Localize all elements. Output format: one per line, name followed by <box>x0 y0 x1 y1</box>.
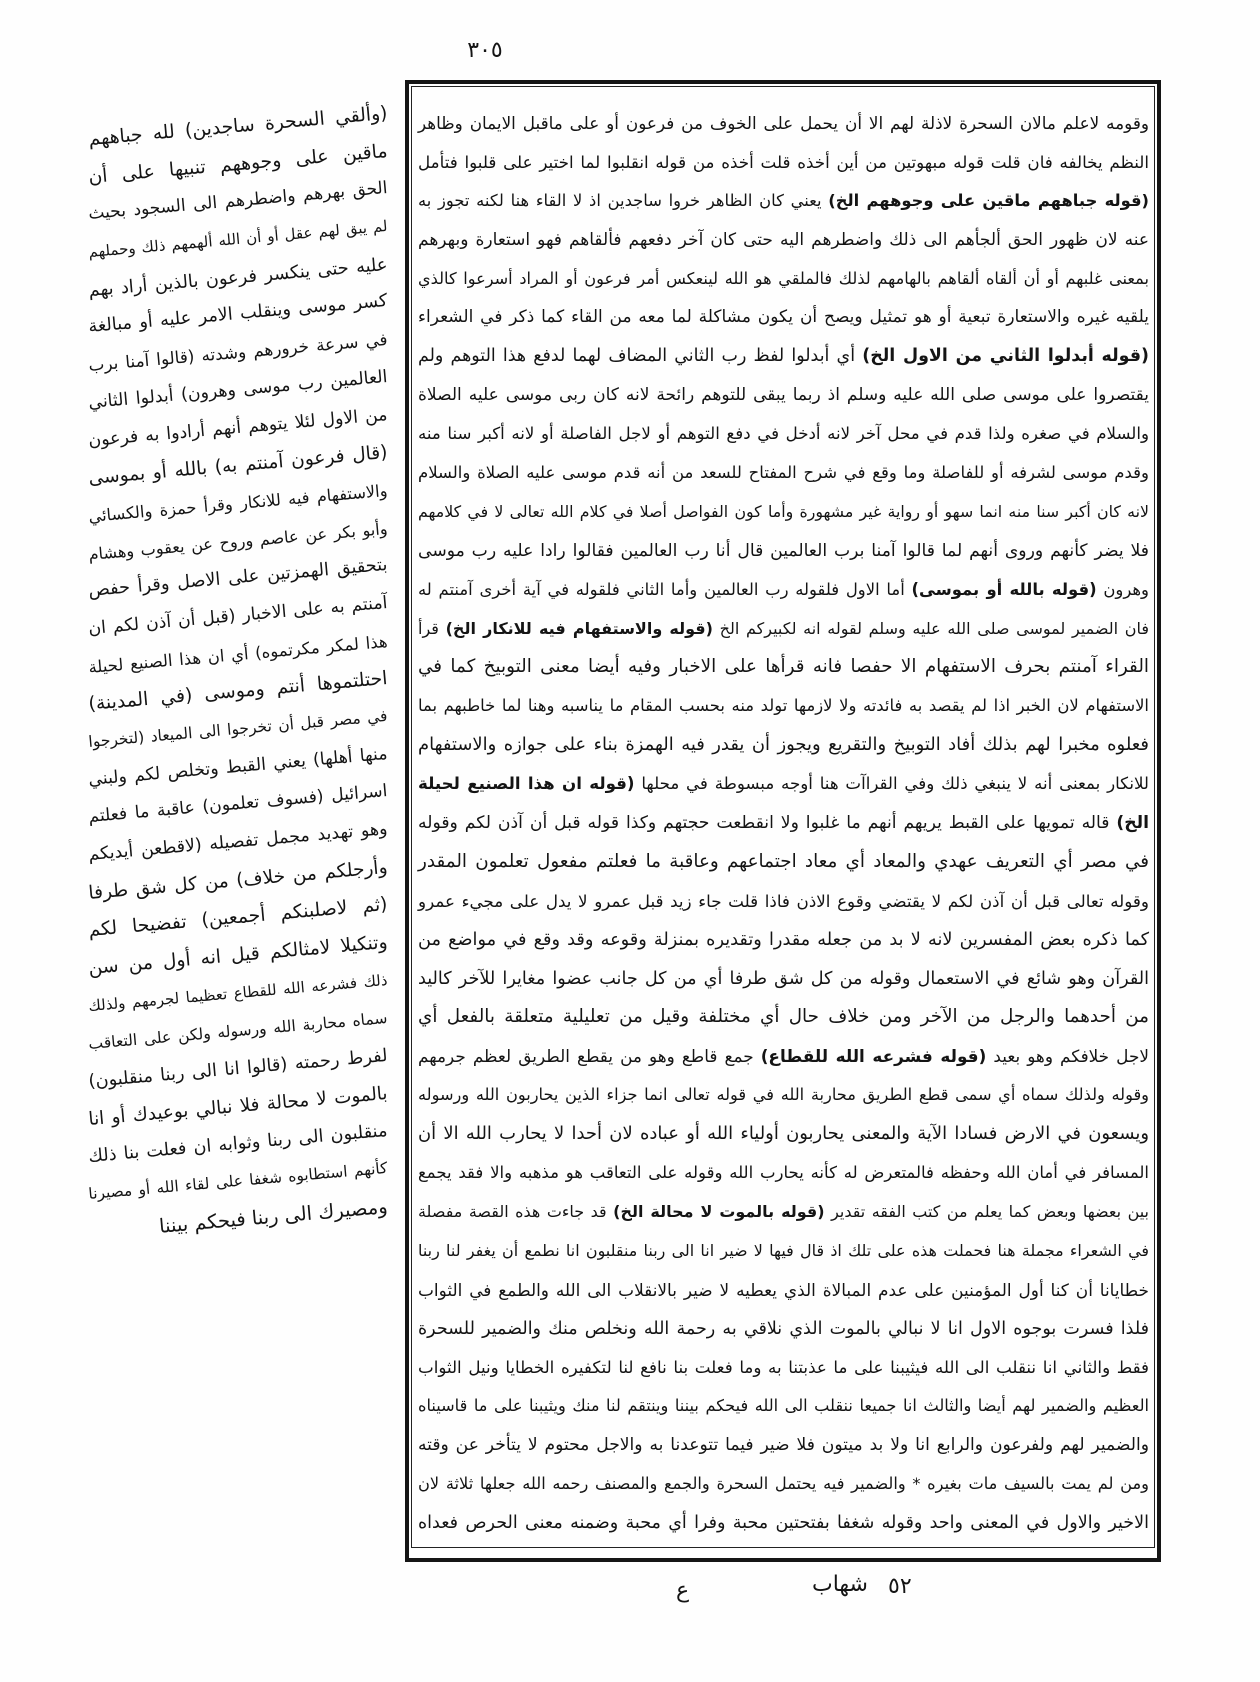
main-text-line: وقومه لاعلم مالان السحرة لاذلة لهم الا أن يحمل على الخوف من فرعون أو على ماقبل الايمان وظاهر <box>418 113 1149 133</box>
main-text-line: لاجل خلافكم وهو بعيد (قوله فشرعه الله للقطاع) جمع قاطع وهو من يقطع الطريق لعظم جرمهم <box>418 1046 1149 1067</box>
main-text-line: ومن لم يمت بالسيف مات بغيره * والضمير فيه يحتمل السحرة والجمع والمصنف رحمه الله جعلها ثلاثة لان <box>418 1474 1149 1494</box>
main-text-line: كما ذكره بعض المفسرين لانه لا بد من جعله مقدرا وتقديره بمنزلة وقوعه وقد وقع في مواضع من <box>418 929 1149 950</box>
main-text-line: والسلام في صغره ولذا قدم في محل آخر لانه أدخل في دفع التوهم أو لاجل الفاصلة أو لانه أكبر سنا منه <box>418 424 1149 444</box>
commentary-heading: (قوله ان هذا الصنيع لحيلة <box>418 774 635 794</box>
main-text-line: لانه كان أكبر سنا منه انما سهو أو رواية غير مشهورة وأما كون الفواصل أصلا في كلام الله تعالى لا في كلامهم <box>418 501 1149 521</box>
margin-note-line: وأبو بكر عن عاصم وروح عن يعقوب وهشام <box>87 518 389 564</box>
margin-note-line: سماه محاربة الله ورسوله ولكن على التعاقب <box>87 1008 389 1053</box>
margin-note-line: الحق بهرهم واضطرهم الى السجود بحيث <box>87 178 389 225</box>
margin-note-line: منها أهلها) يعني القبط وتخلص لكم ولبني <box>87 743 389 790</box>
margin-notes <box>87 102 389 1239</box>
margin-note-line: ماقين على وجوههم تنبيها على أن <box>87 140 389 188</box>
margin-note-line: عليه حتى ينكسر فرعون بالذين أراد بهم <box>87 253 389 301</box>
margin-note-line: (قال فرعون آمنتم به) بالله أو بموسى <box>87 442 389 490</box>
margin-note-line: وهو تهديد مجمل تفصيله (لاقطعن أيديكم <box>87 819 389 866</box>
margin-note-line: وتنكيلا لامثالكم قيل انه أول من سن <box>87 932 389 980</box>
commentary-heading: (قوله والاستفهام فيه للانكار الخ) <box>445 618 713 638</box>
margin-note-line: بالموت لا محالة فلا نبالي بوعيدك أو انا <box>87 1082 389 1130</box>
margin-note-line: من الاول لئلا يتوهم أنهم أرادوا به فرعون <box>87 404 389 451</box>
main-text-line: والضمير لهم ولفرعون والرابع انا ولا بد ميتون فلا ضير فيما تتوعدنا به والاجل محتوم لا يتأخر عن وقته <box>418 1435 1149 1456</box>
margin-note-line: آمنتم به على الاخبار (قبل أن آذن لكم ان <box>87 592 389 639</box>
main-text-line: النظم يخالفه فان قلت قوله مبهوتين من أين أخذه قلت أخذه من قوله انقلبوا لما اختير على قلبوا فتأمل <box>418 151 1149 172</box>
main-text-line: وقدم موسى لشرفه أو للفاصلة وما وقع في شرح المفتاح للسعد من أنه قدم موسى عليه الصلاة والسلام <box>418 463 1149 483</box>
main-text-line: العظيم والضمير لهم أيضا والثالث انا جميعا ننقلب الى الله فيحكم بيننا وينتقم لنا منك ويثيبنا على ما قاسيناه <box>418 1396 1149 1416</box>
sheet-number: ٥٢ <box>888 1574 912 1599</box>
main-text-line: (قوله أبدلوا الثاني من الاول الخ) أي أبدلوا لفظ رب الثاني المضاف لهما لدفع هذا التوهم ولم <box>418 346 1149 367</box>
margin-note-line: اسرائيل (فسوف تعلمون) عاقبة ما فعلتم <box>87 781 389 828</box>
main-text-line: وقوله ولذلك سماه أي سمى قطع الطريق محاربة الله في قوله تعالى انما جزاء الذين يحاربون الله ورسوله <box>418 1085 1149 1105</box>
margin-note-line: كأنهم استطابوه شغفا على لقاء الله أو مصيرنا <box>87 1159 389 1204</box>
main-text-line: فلذا فسرت بوجوه الاول انا لا نبالي بالموت الذي نلاقي به رحمة الله ونخلص منك والضمير للسحرة <box>418 1318 1149 1339</box>
margin-note-line: ذلك فشرعه الله للقطاع تعظيما لجرمهم ولذلك <box>87 970 389 1015</box>
main-text-line: من أحدهما والرجل من الآخر ومن خلاف حال أي مختلفة وقيل من تعليلية متعلقة بالفعل أي <box>418 1006 1149 1028</box>
main-text-line: القراء آمنتم بحرف الاستفهام الا حفصا فانه قرأها على الاخبار وفيه أيضا معنى التوبيخ كما في <box>418 656 1149 678</box>
main-text-line: وقوله تعالى قبل أن آذن لكم لا يقتضي وقوع الاذن فاذا قلت جاء زيد قبل عمرو لا يدل على مجيء عمرو <box>418 890 1149 911</box>
page-number: ٣٠٥ <box>467 38 503 63</box>
commentary-heading: (قوله بالموت لا محالة الخ) <box>613 1201 825 1221</box>
margin-note-line: العالمين رب موسى وهرون) أبدلوا الثاني <box>87 366 389 413</box>
main-text-line: ويسعون في الارض فسادا الآية والمعنى يحاربون أولياء الله أو عباده لان أحدا لا يحارب الله الا أن <box>418 1123 1149 1145</box>
margin-note-line: هذا لمكر مكرتموه) أي ان هذا الصنيع لحيلة <box>87 631 389 677</box>
margin-note-line: لم يبق لهم عقل أو أن الله ألهمهم ذلك وحملهم <box>87 217 389 262</box>
main-text-line: فلا يضر كأنهم وروى أنهم لما قالوا آمنا برب العالمين قال أنا رب العالمين فقالوا رادا عليه رب موسى <box>418 540 1149 561</box>
main-text-line: (قوله جباههم ماقين على وجوههم الخ) يعني كان الظاهر خروا ساجدين اذ لا القاء هنا لكنه تجوز به <box>418 190 1149 210</box>
margin-note-line: لفرط رحمته (قالوا انا الى ربنا منقلبون) <box>87 1045 389 1093</box>
main-text-line: فان الضمير لموسى صلى الله عليه وسلم لقوله انه لكبيركم الخ (قوله والاستفهام فيه للانكار الخ) قرأ <box>418 618 1150 638</box>
main-text-line: للانكار بمعنى أنه لا ينبغي ذلك وفي القراآت هنا أوجه مبسوطة في محلها (قوله ان هذا الصنيع لحيلة <box>418 774 1149 794</box>
main-text-line: الاخير والاول في المعنى واحد وقوله شغفا بفتحتين محبة وفرا أي محبة وضمنه معنى الحرص فعداه <box>418 1513 1149 1534</box>
commentary-heading: (قوله فشرعه الله للقطاع) <box>760 1046 987 1067</box>
main-text-body <box>418 104 1149 1543</box>
main-text-line: عنه لان ظهور الحق ألجأهم الى ذلك واضطرهم اليه حتى كان آخر دفعهم فألقاهم فهو استعارة وبهرهم <box>418 229 1149 250</box>
margin-note-line: في سرعة خرورهم وشدته (قالوا آمنا برب <box>87 329 389 376</box>
main-text-line: القرآن وهو شائع في الاستعمال وقوله من كل شق طرفا أي من كل جانب عضوا مغايرا للآخر كاليد <box>418 968 1149 989</box>
commentary-heading: (قوله بالله أو بموسى) <box>911 579 1097 599</box>
main-text-line: فعلوه مخبرا لهم بذلك أفاد التوبيخ والتقريع ويجوز أن يقدر فيه الهمزة بناء على جوازه والاستفهام <box>418 734 1149 756</box>
commentary-heading: (قوله أبدلوا الثاني من الاول الخ) <box>862 346 1149 367</box>
main-text-line: وهرون (قوله بالله أو بموسى) أما الاول فلقوله رب العالمين وأما الثاني فلقوله في آية أخرى آمنتم له <box>418 579 1149 599</box>
main-text-line: في الشعراء مجملة هنا فحملت هذه على تلك اذ قال فيها لا ضير انا الى ربنا منقلبون انا نطمع أن يغفر لنا ربنا <box>418 1240 1149 1260</box>
margin-note-line: كسر موسى وينقلب الامر عليه أو مبالغة <box>87 291 389 338</box>
main-text-line: في مصر أي التعريف عهدي والمعاد أي معاد اجتماعهم وعاقبة ما فعلتم مفعول تعلمون المقدر <box>418 850 1149 872</box>
signature-word: شهاب <box>812 1572 868 1597</box>
margin-note-line: ومصيرك الى ربنا فيحكم بيننا <box>158 1194 389 1238</box>
margin-note-line: بتحقيق الهمزتين على الاصل وقرأ حفص <box>87 555 389 602</box>
main-text-line: بين بعضها وبعض كما يعلم من كتب الفقه تقدير (قوله بالموت لا محالة الخ) قد جاءت هذه القصة مفصلة <box>418 1201 1149 1221</box>
main-text-line: المسافر في أمان الله وحفظه فالمتعرض له كأنه يحارب الله وقوله على التعاقب هو مذهبه والا فقد يجمع <box>418 1163 1149 1183</box>
main-text-line: الخ) قاله تمويها على القبط يريهم أنهم ما غلبوا ولا انقطعت حجتهم وكذا قوله قبل أن آذن لكم وقوله <box>418 813 1149 834</box>
margin-note-line: والاستفهام فيه للانكار وقرأ حمزة والكسائي <box>87 480 389 526</box>
commentary-heading: الخ) <box>1116 813 1149 834</box>
main-text-line: بمعنى غلبهم أو أن ألقاه ألقاهم بالهامهم لذلك فالملقي هو الله لينعكس أمر فرعون أو المراد أسرعوا كالذي <box>418 268 1149 288</box>
main-text-line: فقط والثاني انا ننقلب الى الله فيثيبنا على ما عذبتنا به وما فعلت بنا نافع لنا لتكفيره الخطايا ونيل الثواب <box>418 1357 1149 1377</box>
margin-note-line: منقلبون الى ربنا وثوابه ان فعلت بنا ذلك <box>87 1120 389 1167</box>
signature-letter: ع <box>676 1578 690 1603</box>
main-text-line: يلقيه غيره والاستعارة تبعية أو هو تمثيل ويصح أن يكون مشاكلة لما معه من القاء كما ذكر في الشعراء <box>418 307 1149 328</box>
commentary-heading: (قوله جباههم ماقين على وجوههم الخ) <box>828 190 1149 210</box>
margin-note-line: (ثم لاصلبنكم أجمعين) تفضيحا لكم <box>87 894 389 942</box>
main-text-line: الاستفهام لان الخبر اذا لم يقصد به فائدته ولا لازمها تولد منه بحسب المقام ما يناسبه وهنا لما خاطبهم بما <box>418 696 1149 716</box>
margin-note-line: وأرجلكم من خلاف) من كل شق طرفا <box>87 856 389 904</box>
margin-note-line: (وألقي السحرة ساجدين) لله جباههم <box>87 102 389 151</box>
margin-note-line: في مصر قبل أن تخرجوا الى الميعاد (لتخرجوا <box>87 706 389 752</box>
main-text-line: خطايانا أن كنا أول المؤمنين على عدم المبالاة الذي يعطيه لا ضير بالانقلاب الى الله والطمع في الثواب <box>418 1279 1149 1300</box>
main-text-line: يقتصروا على موسى صلى الله عليه وسلم اذ ربما يبقى للتوهم رائحة لانه كان ربى موسى عليه الصلاة <box>418 385 1149 406</box>
margin-note-line: احتلتموها أنتم وموسى (في المدينة) <box>87 668 389 716</box>
